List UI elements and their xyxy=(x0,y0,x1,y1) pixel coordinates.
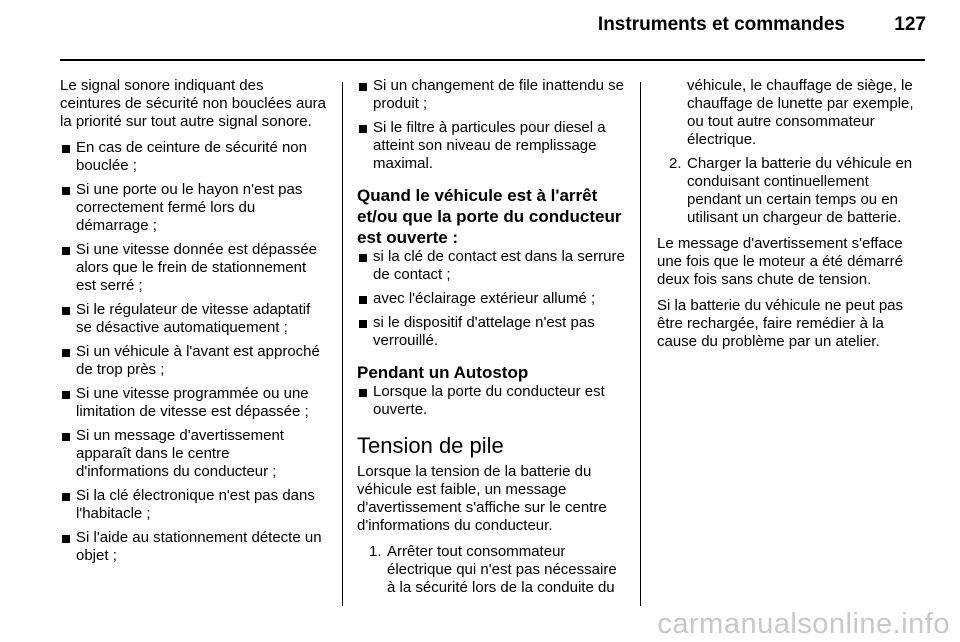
section-title: Tension de pile xyxy=(357,433,504,458)
list-item: En cas de ceinture de sécurité non bouclée ; xyxy=(60,139,326,175)
heading-stationary: Quand le véhicule est à l'arrêt et/ou que la porte du conducteur est ouverte : xyxy=(357,186,622,247)
paragraph: Le message d'avertissement s'efface une fois que le moteur a été démarré deux fois sans chute de tension. xyxy=(657,235,903,288)
column-divider-1 xyxy=(342,82,343,606)
list-item: Si la clé électronique n'est pas dans l'habitacle ; xyxy=(60,487,326,523)
column-1 xyxy=(60,77,326,571)
list-item: Si l'aide au stationnement détecte un objet ; xyxy=(60,529,326,565)
column-2 xyxy=(357,77,625,605)
section-intro: Lorsque la tension de la batterie du véhicule est faible, un message d'avertissement s'affiche sur le centre d'informations du conducteur. xyxy=(357,463,607,534)
step-text: Charger la batterie du véhicule en conduisant continuellement pendant un certain temps ou en utilisant un chargeur de batterie. xyxy=(687,155,913,226)
column-3 xyxy=(657,77,925,359)
list-item: Si un véhicule à l'avant est approché de trop près ; xyxy=(60,343,326,379)
heading-autostop: Pendant un Autostop xyxy=(357,363,529,382)
list-item: Si une porte ou le hayon n'est pas correctement fermé lors du démarrage ; xyxy=(60,181,326,235)
stationary-list xyxy=(357,248,625,350)
list-item: Si un message d'avertissement apparaît dans le centre d'informations du conducteur ; xyxy=(60,427,326,481)
list-item: Si le régulateur de vitesse adaptatif se désactive automatiquement ; xyxy=(60,301,326,337)
steps-list-continued xyxy=(657,155,925,227)
list-item: Si le filtre à particules pour diesel a atteint son niveau de remplissage maximal. xyxy=(357,119,625,173)
list-item: avec l'éclairage extérieur allumé ; xyxy=(357,290,625,308)
paragraph: Si la batterie du véhicule ne peut pas être rechargée, faire remédier à la cause du problème par un atelier. xyxy=(657,297,903,350)
list-item: si la clé de contact est dans la serrure de contact ; xyxy=(357,248,625,284)
step-number: 1. xyxy=(369,543,382,560)
list-item: Si une vitesse donnée est dépassée alors que le frein de stationnement est serré ; xyxy=(60,241,326,295)
warning-chime-list xyxy=(60,139,326,565)
column-divider-2 xyxy=(640,82,641,606)
intro-paragraph: Le signal sonore indiquant des ceintures de sécurité non bouclées aura la priorité sur tout autre signal sonore. xyxy=(60,77,327,130)
page-number: 127 xyxy=(894,14,926,35)
watermark: carmanualsonline.info xyxy=(657,608,950,640)
step-continuation: véhicule, le chauffage de siège, le chauffage de lunette par exemple, ou tout autre consommateur électrique. xyxy=(687,77,914,148)
list-item: Si une vitesse programmée ou une limitation de vitesse est dépassée ; xyxy=(60,385,326,421)
list-item: Lorsque la porte du conducteur est ouverte. xyxy=(357,383,625,419)
autostop-list xyxy=(357,383,625,419)
warning-chime-list-continued xyxy=(357,77,625,173)
header-title: Instruments et commandes xyxy=(597,14,845,35)
step-text: Arrêter tout consommateur électrique qui n'est pas nécessaire à la sécurité lors de la conduite du xyxy=(387,543,617,596)
list-item xyxy=(357,543,625,597)
list-item: Si un changement de file inattendu se produit ; xyxy=(357,77,625,113)
list-item xyxy=(657,155,925,227)
steps-list xyxy=(357,543,625,597)
list-item: si le dispositif d'attelage n'est pas verrouillé. xyxy=(357,314,625,350)
header-rule xyxy=(60,59,925,61)
step-number: 2. xyxy=(669,155,682,172)
